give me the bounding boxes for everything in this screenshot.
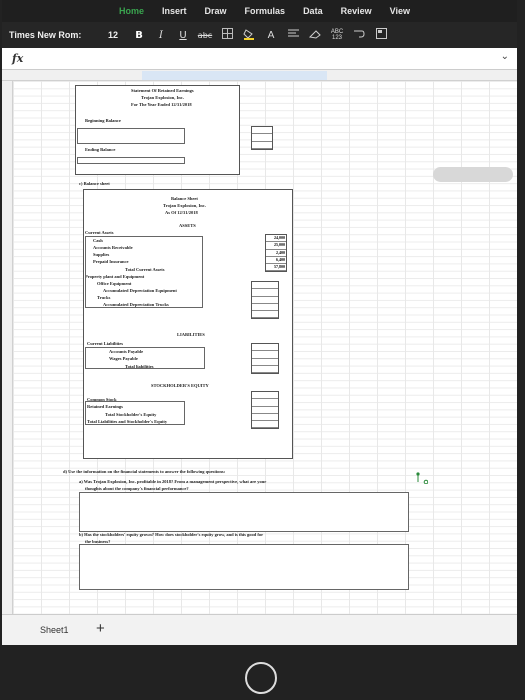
bs-equity-cells[interactable]	[251, 391, 279, 429]
re-ending-input[interactable]	[77, 157, 185, 164]
fill-color-icon[interactable]	[238, 28, 260, 43]
answer-b-box[interactable]	[79, 544, 409, 590]
re-company: Trojan Explosion, Inc.	[141, 95, 184, 100]
bs-company: Trojan Explosion, Inc.	[163, 203, 206, 208]
bs-ap: Accounts Payable	[109, 349, 144, 354]
chevron-down-icon[interactable]: ⌄	[500, 51, 509, 62]
bs-asset-values[interactable]	[265, 234, 287, 272]
column-headers	[2, 70, 517, 81]
toolbar	[2, 22, 517, 48]
bs-common: Common Stock	[87, 397, 117, 402]
insert-cells-icon[interactable]	[370, 28, 392, 42]
bs-liabilities: LIABILITIES	[177, 332, 205, 337]
bs-current-liab: Current Liabilities	[87, 341, 124, 346]
bs-liab-cells[interactable]	[251, 343, 279, 374]
question-a-line2: thoughts about the company's financial performance?	[85, 486, 189, 491]
bs-wages: Wages Payable	[109, 356, 138, 361]
bs-accum-office: Accumulated Depreciation Equipment	[103, 288, 177, 293]
bs-prepaid: Prepaid Insurance	[93, 259, 129, 264]
font-color-button[interactable]: A	[267, 29, 275, 41]
borders-icon[interactable]	[216, 28, 238, 42]
bold-button[interactable]: B	[135, 29, 143, 41]
bs-assets: ASSETS	[179, 223, 196, 228]
clear-format-icon[interactable]	[304, 29, 326, 42]
supplies-value: 2,400	[266, 250, 286, 257]
bs-office: Office Equipment	[97, 281, 132, 286]
excel-app	[2, 0, 517, 645]
bs-accum-trucks: Accumulated Depreciation Trucks	[103, 302, 169, 307]
home-button[interactable]	[245, 662, 277, 694]
answer-a-box[interactable]	[79, 492, 409, 532]
bs-equity: STOCKHOLDER'S EQUITY	[151, 383, 209, 388]
number-format-button[interactable]	[326, 29, 348, 41]
re-title: Statement Of Retained Earnings	[131, 88, 194, 93]
bs-liab-outline	[85, 347, 205, 369]
spreadsheet-grid[interactable]	[13, 81, 517, 614]
question-b-line1: b) Has the stockholders' equity grown? How does stockholder's equity grow, and is this good for	[79, 532, 264, 537]
bs-re: Retained Earnings	[87, 404, 123, 409]
align-icon[interactable]	[282, 29, 304, 41]
menu-review[interactable]: Review	[340, 6, 372, 16]
bs-total-liab: Total liabilities	[125, 364, 154, 369]
add-sheet-button[interactable]: +	[96, 620, 105, 637]
question-b-line2: the business?	[85, 539, 111, 544]
formula-bar[interactable]	[2, 48, 517, 70]
bs-ar: Accounts Receivable	[93, 245, 133, 250]
menu-view[interactable]: View	[389, 6, 410, 16]
balance-sheet-marker: c) Balance sheet	[79, 181, 110, 186]
menu-insert[interactable]: Insert	[162, 6, 187, 16]
prepaid-value: 6,400	[266, 257, 286, 264]
sheet-tabs-bar	[2, 614, 517, 645]
tab-sheet1[interactable]: Sheet1	[40, 625, 69, 635]
strikethrough-button[interactable]: abc	[197, 30, 213, 40]
bs-total-current: Total Current Assets	[125, 267, 165, 272]
selected-columns-highlight	[142, 71, 327, 80]
fx-icon: fx	[12, 52, 24, 65]
bs-equity-outline	[85, 401, 185, 425]
menu-bar	[2, 0, 517, 22]
ar-value: 25,000	[266, 242, 286, 249]
bs-supplies: Supplies	[93, 252, 110, 257]
re-ending: Ending Balance	[85, 147, 116, 152]
question-a-line1: a) Was Trojan Explosion, Inc. profitable in 2018? From a management perspective, what are your	[79, 479, 267, 484]
question-d: d) Use the information on the financial statements to answer the following questions:	[63, 469, 226, 474]
italic-button[interactable]: I	[159, 29, 163, 41]
selection-handle-icon[interactable]	[416, 472, 428, 484]
menu-home[interactable]: Home	[119, 6, 145, 16]
horizontal-scrollbar[interactable]	[433, 167, 513, 182]
menu-data[interactable]: Data	[303, 6, 323, 16]
bs-ppe: Property plant and Equipment	[85, 274, 145, 279]
bs-date: As Of 12/31/2018	[165, 210, 198, 215]
bs-current-assets: Current Assets	[85, 230, 114, 235]
bs-trucks: Trucks	[97, 295, 111, 300]
wrap-text-icon[interactable]	[348, 29, 370, 42]
bs-assets-outline	[85, 236, 203, 308]
bs-total-equity: Total Stockholder's Equity	[105, 412, 157, 417]
row-headers	[2, 81, 13, 614]
number-format-bottom: 123	[331, 35, 342, 41]
underline-button[interactable]: U	[179, 29, 187, 41]
menu-formulas[interactable]: Formulas	[244, 6, 286, 16]
re-beginning: Beginning Balance	[85, 118, 121, 123]
re-number-cells[interactable]	[251, 126, 273, 150]
number-format-top: ABC	[330, 29, 344, 35]
bs-total-le: Total Liabilities and Stockholder's Equity	[87, 419, 168, 424]
font-name-select[interactable]: Times New Rom:	[9, 30, 82, 40]
menu-draw[interactable]: Draw	[204, 6, 227, 16]
bs-title: Balance Sheet	[171, 196, 198, 201]
total-current-value: 57,800	[266, 264, 286, 271]
re-input-area[interactable]	[77, 128, 185, 144]
cash-value: 24,000	[266, 235, 286, 242]
re-period: For The Year Ended 12/31/2018	[131, 102, 192, 107]
bs-cash: Cash	[93, 238, 103, 243]
font-size-select[interactable]: 12	[107, 30, 118, 40]
bs-ppe-cells[interactable]	[251, 281, 279, 319]
